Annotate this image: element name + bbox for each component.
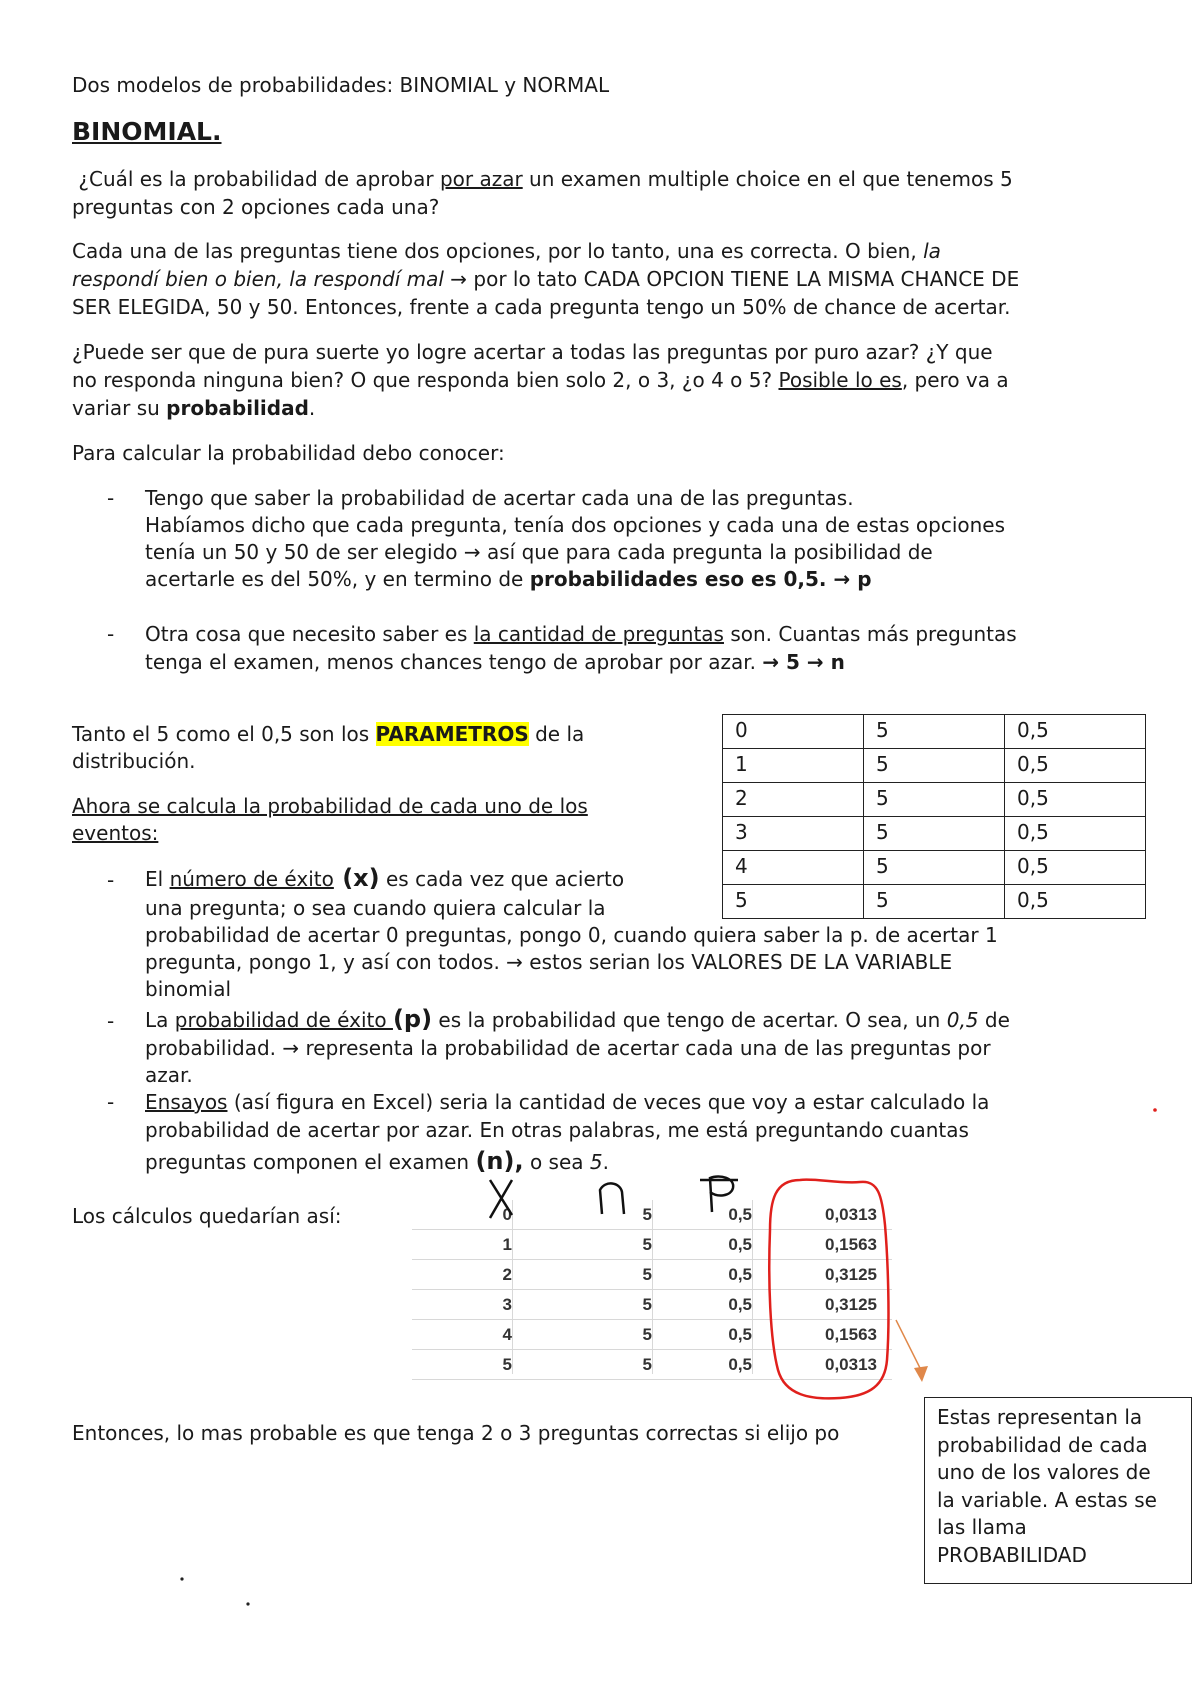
bullet1-line-1: Tengo que saber la probabilidad de acertar cada una de las preguntas.	[145, 486, 854, 510]
param-line-2: distribución.	[72, 749, 196, 773]
text-run-bold: (x)	[333, 864, 380, 892]
text-run: son. Cuantas más preguntas	[723, 622, 1017, 646]
bullet-dash: -	[107, 868, 115, 892]
excel-cell: 3	[502, 1295, 512, 1314]
bullet4-line-2: probabilidad. → representa la probabilidad de acertar cada una de las preguntas por	[145, 1036, 991, 1060]
parameter-table-cell: 5	[864, 885, 1005, 919]
text-run-underlined: número de éxito	[169, 867, 334, 891]
text-run: ¿Cuál es la probabilidad de aprobar	[78, 167, 440, 191]
text-run: La	[145, 1008, 175, 1032]
text-run: preguntas componen el examen	[145, 1150, 476, 1174]
text-run: Cada una de las preguntas tiene dos opciones, por lo tanto, una es correcta. O bien,	[72, 239, 924, 263]
text-run-bold: (p)	[392, 1005, 433, 1033]
stray-dot	[246, 1602, 249, 1605]
arrow-annotation	[896, 1320, 922, 1372]
text-run-underlined: Posible lo es	[778, 368, 902, 392]
bullet3-line-3: probabilidad de acertar 0 preguntas, pongo 0, cuando quiera saber la p. de acertar 1	[145, 923, 998, 947]
text-run: .	[602, 1150, 609, 1174]
text-run-bold: probabilidades eso es 0,5. → p	[529, 567, 872, 591]
excel-cell: 4	[502, 1325, 512, 1344]
excel-cell: 2	[502, 1265, 512, 1284]
excel-cell: 0,0313	[825, 1205, 877, 1224]
text-run: tenga el examen, menos chances tengo de aprobar por azar.	[145, 650, 763, 674]
text-run-italic: 5	[589, 1150, 603, 1174]
text-run-underlined: probabilidad de éxito	[174, 1008, 393, 1032]
text-run-italic: 0,5	[946, 1008, 979, 1032]
arrow-head	[914, 1366, 928, 1382]
excel-cell: 5	[642, 1265, 652, 1284]
excel-cell: 0,3125	[825, 1295, 877, 1314]
excel-cell: 5	[502, 1355, 512, 1374]
parameter-table-cell: 0,5	[1005, 817, 1146, 851]
text-run-underlined: por azar	[439, 167, 523, 191]
bullet-dash: -	[107, 622, 115, 646]
text-run: es cada vez que acierto	[379, 867, 625, 891]
handwritten-p	[700, 1176, 738, 1212]
callout-line: la variable. A estas se	[937, 1487, 1157, 1512]
section-heading: BINOMIAL.	[72, 117, 222, 146]
text-run: de	[978, 1008, 1010, 1032]
text-run-bold: → 5 → n	[762, 650, 845, 674]
text-run: variar su	[72, 396, 167, 420]
text-run-italic: la	[923, 239, 941, 263]
parameter-table-cell: 4	[723, 851, 864, 885]
parameter-table-cell: 5	[864, 783, 1005, 817]
text-run: no responda ninguna bien? O que responda bien solo 2, o 3, ¿o 4 o 5?	[72, 368, 779, 392]
parameter-table-cell: 5	[723, 885, 864, 919]
excel-cell: 1	[502, 1235, 512, 1254]
parameter-table-cell: 1	[723, 749, 864, 783]
text-run-highlighted: PARAMETROS	[375, 722, 529, 746]
bullet1-line-2: Habíamos dicho que cada pregunta, tenía dos opciones y cada una de estas opciones	[145, 513, 1006, 537]
text-run: o sea	[523, 1150, 590, 1174]
para4: Para calcular la probabilidad debo conocer:	[72, 441, 505, 465]
text-run-italic: respondí bien o bien, la respondí mal	[72, 267, 444, 291]
excel-cell: 0,0313	[825, 1355, 877, 1374]
excel-cell: 0	[502, 1205, 512, 1224]
stray-dot	[180, 1577, 183, 1580]
callout-line: las llama	[937, 1515, 1027, 1539]
excel-cell: 0,5	[728, 1205, 752, 1224]
bullet3-line-5: binomial	[145, 977, 232, 1001]
callout-line: probabilidad de cada	[937, 1432, 1148, 1457]
bullet5-line-2: probabilidad de acertar por azar. En otras palabras, me está preguntando cuantas	[145, 1118, 969, 1142]
callout-line: uno de los valores de	[937, 1460, 1151, 1484]
parameter-table-cell: 3	[723, 817, 864, 851]
text-run: acertarle es del 50%, y en termino de	[145, 567, 530, 591]
bullet3-line-2: una pregunta; o sea cuando quiera calcular la	[145, 896, 606, 920]
text-run: , pero va a	[901, 368, 1009, 392]
bullet3-line-4: pregunta, pongo 1, y así con todos. → estos serian los VALORES DE LA VARIABLE	[145, 950, 953, 974]
excel-cell: 0,1563	[825, 1325, 877, 1344]
bullet-dash: -	[107, 1009, 115, 1033]
text-run: (así figura en Excel) seria la cantidad de veces que voy a estar calculado la	[227, 1090, 990, 1114]
bullet-dash: -	[107, 486, 115, 510]
text-run: Otra cosa que necesito saber es	[145, 622, 474, 646]
handwritten-x	[490, 1180, 512, 1218]
text-run-underlined: la cantidad de preguntas	[473, 622, 724, 646]
parameter-table-cell: 0	[723, 715, 864, 749]
question-line-2: preguntas con 2 opciones cada una?	[72, 195, 440, 219]
parameter-table-cell: 5	[864, 715, 1005, 749]
text-run-bold: probabilidad	[166, 396, 309, 420]
text-run: es la probabilidad que tengo de acertar. O sea, un	[432, 1008, 947, 1032]
parameter-table-cell: 2	[723, 783, 864, 817]
excel-cell: 5	[642, 1205, 652, 1224]
excel-cell: 0,5	[728, 1325, 752, 1344]
parameter-table-cell: 0,5	[1005, 851, 1146, 885]
parameter-table-cell: 0,5	[1005, 749, 1146, 783]
bullet-dash: -	[107, 1090, 115, 1114]
parameter-table-cell: 0,5	[1005, 715, 1146, 749]
text-run: → por lo tato CADA OPCION TIENE LA MISMA CHANCE DE	[443, 267, 1020, 291]
excel-cell: 5	[642, 1235, 652, 1254]
parameter-table-cell: 0,5	[1005, 783, 1146, 817]
excel-cell: 0,5	[728, 1355, 752, 1374]
excel-cell: 0,5	[728, 1265, 752, 1284]
red-dot	[1153, 1108, 1157, 1112]
para3-line-1: ¿Puede ser que de pura suerte yo logre acertar a todas las preguntas por puro azar? ¿Y que	[72, 340, 993, 364]
bullet1-line-3: tenía un 50 y 50 de ser elegido → así que para cada pregunta la posibilidad de	[145, 540, 933, 564]
bullet4-line-3: azar.	[145, 1063, 193, 1087]
para2-line-3: SER ELEGIDA, 50 y 50. Entonces, frente a cada pregunta tengo un 50% de chance de acertar.	[72, 295, 1011, 319]
callout-line: Estas representan la	[937, 1405, 1143, 1429]
text-run: de la	[528, 722, 585, 746]
callout-line: PROBABILIDAD	[937, 1542, 1087, 1567]
text-run: un examen multiple choice en el que tenemos 5	[522, 167, 1013, 191]
text-run-bold: (n),	[475, 1147, 524, 1175]
excel-cell: 0,1563	[825, 1235, 877, 1254]
excel-cell: 5	[642, 1355, 652, 1374]
parameter-table-cell: 5	[864, 817, 1005, 851]
excel-cell: 5	[642, 1325, 652, 1344]
excel-cell: 0,3125	[825, 1265, 877, 1284]
excel-cell: 5	[642, 1295, 652, 1314]
calc-label: Los cálculos quedarían así:	[72, 1204, 342, 1228]
text-run: .	[308, 396, 316, 420]
conclusion-line: Entonces, lo mas probable es que tenga 2 o 3 preguntas correctas si elijo po	[72, 1421, 840, 1445]
calc-intro-line-1: Ahora se calcula la probabilidad de cada uno de los	[72, 794, 588, 818]
red-circle-annotation	[769, 1180, 888, 1399]
calc-intro-line-2: eventos:	[72, 821, 159, 845]
text-run: Tanto el 5 como el 0,5 son los	[72, 722, 376, 746]
parameter-table-cell: 5	[864, 851, 1005, 885]
doc-title-line: Dos modelos de probabilidades: BINOMIAL y NORMAL	[72, 73, 610, 97]
excel-cell: 0,5	[728, 1295, 752, 1314]
text-run: El	[145, 867, 170, 891]
parameter-table-cell: 0,5	[1005, 885, 1146, 919]
handwritten-n	[600, 1183, 624, 1214]
parameter-table-cell: 5	[864, 749, 1005, 783]
text-run-underlined: Ensayos	[145, 1090, 228, 1114]
excel-cell: 0,5	[728, 1235, 752, 1254]
